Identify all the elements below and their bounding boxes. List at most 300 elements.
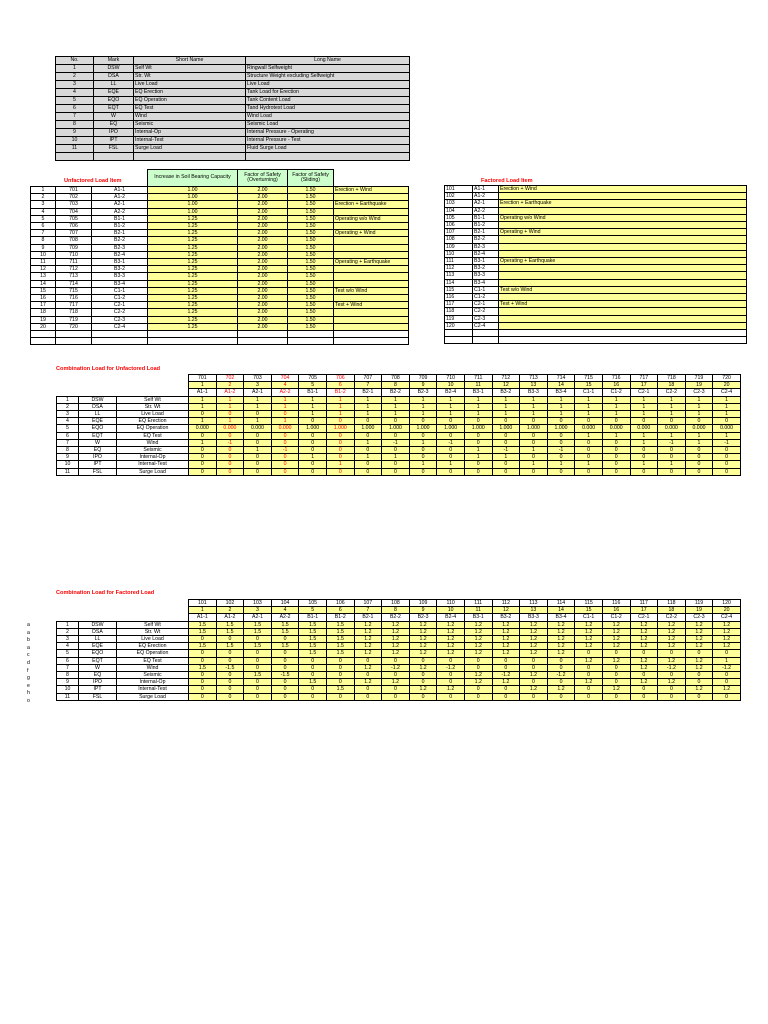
cell-value: 1.2 [437, 621, 465, 628]
factored-item-row-blank [445, 337, 747, 344]
cell-value: 0 [409, 657, 437, 664]
cell-value: 0 [437, 447, 465, 454]
cell-no: 10 [56, 137, 94, 145]
cell-value: 0 [409, 447, 437, 454]
unfactored-combo-id-cell: 712 [492, 375, 520, 382]
row-letter: c [27, 652, 30, 659]
cell-name: Seismic [117, 672, 189, 679]
row-letter: a [27, 629, 30, 636]
cell-value: 0 [382, 672, 410, 679]
unfactored-item-row [31, 259, 409, 266]
cell-value: 0 [547, 418, 575, 425]
cell-value: 1 [437, 403, 465, 410]
cell-value: -1.5 [271, 672, 299, 679]
factored-combo-mark-cell: C1-1 [575, 614, 603, 621]
cell-value: 0 [520, 693, 548, 700]
cell-value: 1.2 [520, 628, 548, 635]
factored-item-row [445, 322, 747, 329]
header-spacer [117, 375, 189, 382]
factored-combo-mark-cell: C2-4 [713, 614, 741, 621]
cell-value: 1 [520, 403, 548, 410]
cell-value: 0 [354, 447, 382, 454]
blank-cell [445, 330, 473, 337]
cell-mark: C2-1 [92, 302, 148, 309]
cell-value: 0 [216, 454, 244, 461]
factored-combo-row [57, 664, 741, 671]
cell-id: 708 [56, 237, 92, 244]
cell-id: 104 [445, 207, 473, 214]
factored-item-row [445, 222, 747, 229]
cell-value: 0 [409, 454, 437, 461]
cell-description: Operating + Wind [334, 230, 409, 237]
header-spacer [79, 600, 117, 607]
load-case-header-row [56, 57, 410, 65]
cell-id: 701 [56, 187, 92, 194]
unfactored-combo-id-cell: 714 [547, 375, 575, 382]
cell-mark: FSL [79, 693, 117, 700]
factored-item-row [445, 308, 747, 315]
cell-value: 0 [244, 411, 272, 418]
unfactored-item-row [31, 244, 409, 251]
cell-index: 6 [31, 223, 56, 230]
header-spacer [92, 170, 148, 187]
unfactored-combo-id-cell: 706 [326, 375, 354, 382]
factored-combo-mark-cell: B2-1 [354, 614, 382, 621]
cell-value: 0 [244, 664, 272, 671]
cell-value: 0 [575, 693, 603, 700]
cell-value: 0 [685, 461, 713, 468]
factored-combo-id-cell: 117 [630, 600, 658, 607]
cell-value: 1 [271, 418, 299, 425]
blank-cell [334, 338, 409, 345]
cell-description [499, 322, 747, 329]
cell-value: 0 [354, 657, 382, 664]
row-letter: g [27, 675, 30, 682]
cell-soil-bearing: 1.25 [148, 280, 238, 287]
cell-value: 0 [547, 657, 575, 664]
factored-combo-id-cell: 116 [602, 600, 630, 607]
cell-value: 1.2 [630, 636, 658, 643]
factored-combo-num-cell: 4 [271, 607, 299, 614]
unfactored-combo-row [57, 432, 741, 439]
factored-combo-table [56, 599, 741, 701]
cell-value: 0.000 [216, 425, 244, 432]
cell-name: Live Load [117, 636, 189, 643]
header-short-name: Short Name [134, 57, 246, 65]
cell-value: 1 [409, 396, 437, 403]
cell-value: 1 [299, 396, 327, 403]
factored-combo-mark-cell: B3-3 [520, 614, 548, 621]
cell-mark: EQT [79, 432, 117, 439]
blank-cell [445, 337, 473, 344]
cell-value: 0 [547, 439, 575, 446]
cell-value: 1.2 [602, 636, 630, 643]
cell-value: 1.2 [658, 657, 686, 664]
unfactored-combo-table [56, 374, 741, 476]
cell-mark: IPT [79, 686, 117, 693]
header-spacer [79, 382, 117, 389]
cell-value: 1 [244, 418, 272, 425]
cell-value: 0 [299, 432, 327, 439]
factored-items-table [444, 185, 747, 344]
factored-item-row [445, 315, 747, 322]
row-letter: o [27, 697, 30, 704]
cell-value: -1.2 [658, 664, 686, 671]
cell-soil-bearing: 1.25 [148, 287, 238, 294]
cell-value: 1.2 [630, 657, 658, 664]
cell-value: 1 [713, 432, 741, 439]
cell-value: -1 [271, 447, 299, 454]
cell-value: 1.2 [382, 621, 410, 628]
cell-soil-bearing: 1.25 [148, 302, 238, 309]
unfactored-combo-num-cell: 12 [492, 382, 520, 389]
cell-value: 1.2 [354, 643, 382, 650]
cell-value: 1.2 [409, 650, 437, 657]
load-case-row [56, 97, 410, 105]
cell-value: 1 [382, 396, 410, 403]
cell-value: 1.2 [713, 621, 741, 628]
cell-no: 5 [56, 97, 94, 105]
cell-name: Internal-Test [117, 461, 189, 468]
factored-combo-row [57, 636, 741, 643]
cell-value: 0 [244, 693, 272, 700]
cell-fs-sliding: 1.50 [288, 316, 334, 323]
load-case-row [56, 137, 410, 145]
factored-combo-id-cell: 107 [354, 600, 382, 607]
cell-value: 0 [464, 693, 492, 700]
cell-no: 9 [56, 129, 94, 137]
cell-description [499, 265, 747, 272]
cell-description: Operating w/o Wind [334, 215, 409, 222]
factored-item-row [445, 229, 747, 236]
cell-long-name: Internal Pressure - Test [246, 137, 410, 145]
unfactored-combo-id-cell: 708 [382, 375, 410, 382]
cell-index: 8 [31, 237, 56, 244]
unfactored-combo-num-cell: 18 [658, 382, 686, 389]
cell-value: 0 [658, 672, 686, 679]
cell-name: Internal-Test [117, 686, 189, 693]
cell-mark: A2-1 [473, 200, 499, 207]
cell-value: 0 [575, 468, 603, 475]
cell-value: 1.2 [354, 628, 382, 635]
cell-fs-overturning: 2.00 [238, 244, 288, 251]
unfactored-item-row-blank [31, 338, 409, 345]
blank-cell [56, 338, 92, 345]
factored-combo-num-cell: 8 [382, 607, 410, 614]
cell-mark: B2-4 [473, 250, 499, 257]
cell-mark: B2-1 [92, 230, 148, 237]
factored-combo-mark-cell: A1-2 [216, 614, 244, 621]
cell-value: 0 [713, 447, 741, 454]
unfactored-combo-num-cell: 1 [189, 382, 217, 389]
cell-value: 0 [685, 679, 713, 686]
cell-value: 1.5 [189, 643, 217, 650]
cell-value: 1 [382, 403, 410, 410]
cell-long-name: Fluid Surge Load [246, 145, 410, 153]
cell-value: 1.2 [437, 650, 465, 657]
unfactored-combo-row [57, 461, 741, 468]
factored-combo-num-cell: 12 [492, 607, 520, 614]
cell-value: 0 [299, 686, 327, 693]
cell-id: 107 [445, 229, 473, 236]
blank-cell [92, 338, 148, 345]
cell-value: 0 [271, 468, 299, 475]
cell-soil-bearing: 1.25 [148, 273, 238, 280]
cell-value: 1 [299, 454, 327, 461]
unfactored-combo-id-cell: 718 [658, 375, 686, 382]
cell-value: 1.5 [244, 643, 272, 650]
factored-item-row [445, 272, 747, 279]
cell-value: 0 [685, 650, 713, 657]
cell-value: 0 [189, 657, 217, 664]
cell-no: 6 [57, 657, 79, 664]
factored-combo-mark-cell: B2-2 [382, 614, 410, 621]
cell-value: 0 [382, 468, 410, 475]
cell-description [334, 309, 409, 316]
cell-long-name: Tand Hydrotest Load [246, 105, 410, 113]
factored-combo-mark-cell: B3-4 [547, 614, 575, 621]
cell-soil-bearing: 1.25 [148, 230, 238, 237]
cell-value: 1.2 [575, 679, 603, 686]
cell-value: 0 [216, 461, 244, 468]
cell-value: 0 [658, 686, 686, 693]
cell-value: 0 [189, 686, 217, 693]
cell-value: 1 [713, 657, 741, 664]
cell-value: 1.2 [437, 686, 465, 693]
factored-combo-row [57, 657, 741, 664]
factored-combo-num-cell: 2 [216, 607, 244, 614]
cell-value: 0 [602, 664, 630, 671]
cell-value: 0 [354, 693, 382, 700]
row-letter: b [27, 637, 30, 644]
cell-description [334, 244, 409, 251]
row-letter: f [27, 667, 29, 674]
header-spacer [57, 614, 79, 621]
cell-value: 0 [382, 686, 410, 693]
cell-value: 1.2 [382, 636, 410, 643]
cell-value: 1.2 [354, 650, 382, 657]
cell-id: 713 [56, 273, 92, 280]
cell-value: 1.2 [492, 650, 520, 657]
cell-value: 1 [189, 418, 217, 425]
header-spacer [117, 614, 189, 621]
unfactored-combo-id-cell: 701 [189, 375, 217, 382]
cell-value: 0 [575, 686, 603, 693]
cell-value: 0 [216, 686, 244, 693]
cell-value: 0 [409, 418, 437, 425]
cell-name: EQ Test [117, 432, 189, 439]
cell-value: 1.2 [630, 621, 658, 628]
factored-combo-row [57, 621, 741, 628]
cell-value: 1.2 [630, 664, 658, 671]
cell-id: 119 [445, 315, 473, 322]
cell-mark: IPO [79, 679, 117, 686]
factored-combo-mark-cell: A2-2 [271, 614, 299, 621]
cell-value: 0 [520, 664, 548, 671]
cell-soil-bearing: 1.00 [148, 201, 238, 208]
factored-combo-num-cell: 20 [713, 607, 741, 614]
cell-description [334, 316, 409, 323]
cell-value: 0 [602, 461, 630, 468]
cell-mark: EQ [94, 121, 134, 129]
factored-combo-mark-cell: C2-1 [630, 614, 658, 621]
unfactored-combo-id-cell: 705 [299, 375, 327, 382]
cell-value: 0.000 [244, 425, 272, 432]
cell-value: 0 [244, 461, 272, 468]
cell-value: 0 [437, 679, 465, 686]
cell-fs-sliding: 1.50 [288, 244, 334, 251]
cell-index: 14 [31, 280, 56, 287]
header-fs-sliding: Factor of Safety (Sliding) [288, 170, 334, 187]
cell-value: 1.2 [713, 643, 741, 650]
cell-value: 1.2 [409, 664, 437, 671]
cell-value: 1.5 [299, 636, 327, 643]
cell-value: 0 [685, 468, 713, 475]
cell-value: 1 [464, 454, 492, 461]
factored-item-row [445, 200, 747, 207]
cell-value: 0 [299, 418, 327, 425]
cell-id: 105 [445, 214, 473, 221]
cell-value: 1.5 [189, 664, 217, 671]
cell-value: 1 [382, 454, 410, 461]
cell-no: 8 [57, 447, 79, 454]
cell-id: 710 [56, 251, 92, 258]
cell-value: -1.2 [382, 664, 410, 671]
unfactored-combo-num-cell: 20 [713, 382, 741, 389]
load-case-row-blank [56, 153, 410, 161]
cell-fs-sliding: 1.50 [288, 302, 334, 309]
unfactored-combo-id-cell: 703 [244, 375, 272, 382]
cell-value: 1 [685, 411, 713, 418]
cell-description: Erection + Wind [499, 186, 747, 193]
cell-value: 1 [575, 396, 603, 403]
factored-item-row [445, 186, 747, 193]
cell-value: 1 [658, 432, 686, 439]
cell-value: 0 [602, 454, 630, 461]
cell-value: 0 [189, 468, 217, 475]
blank-cell [148, 338, 238, 345]
cell-value: 1 [602, 411, 630, 418]
cell-long-name: Structure Weight excluding Selfweight [246, 73, 410, 81]
cell-value: 0 [685, 447, 713, 454]
cell-name: Self Wt [117, 621, 189, 628]
cell-value: 1.2 [575, 643, 603, 650]
factored-combo-num-cell: 17 [630, 607, 658, 614]
unfactored-combo-row [57, 411, 741, 418]
unfactored-combo-mark-cell: A2-2 [271, 389, 299, 396]
cell-index: 13 [31, 273, 56, 280]
cell-mark: A1-2 [473, 193, 499, 200]
cell-value: 1 [492, 396, 520, 403]
cell-value: 0 [630, 418, 658, 425]
cell-value: 0 [409, 432, 437, 439]
cell-value: 1.000 [326, 425, 354, 432]
cell-value: 0 [437, 454, 465, 461]
cell-description [334, 237, 409, 244]
cell-value: 1 [630, 403, 658, 410]
cell-value: 0 [547, 454, 575, 461]
cell-value: 0 [658, 650, 686, 657]
cell-value: 1.2 [464, 628, 492, 635]
cell-value: 1 [299, 403, 327, 410]
cell-id: 115 [445, 286, 473, 293]
cell-mark: C1-2 [473, 294, 499, 301]
cell-value: 1.2 [492, 679, 520, 686]
cell-value: 1.5 [326, 621, 354, 628]
cell-value: 0 [492, 686, 520, 693]
unfactored-item-row [31, 251, 409, 258]
cell-fs-overturning: 2.00 [238, 194, 288, 201]
cell-value: 0 [382, 432, 410, 439]
cell-value: 1.000 [382, 425, 410, 432]
cell-value: 0 [354, 432, 382, 439]
cell-value: 1 [630, 432, 658, 439]
cell-no: 3 [57, 411, 79, 418]
cell-value: 1 [520, 447, 548, 454]
factored-combo-num-cell: 13 [520, 607, 548, 614]
cell-value: 0 [271, 664, 299, 671]
factored-combo-num-cell: 3 [244, 607, 272, 614]
factored-combo-id-cell: 106 [326, 600, 354, 607]
cell-no: 11 [56, 145, 94, 153]
cell-fs-overturning: 2.00 [238, 316, 288, 323]
cell-value: 1.5 [326, 650, 354, 657]
cell-soil-bearing: 1.25 [148, 316, 238, 323]
cell-value: 1 [437, 411, 465, 418]
unfactored-combo-id-cell: 711 [464, 375, 492, 382]
cell-value: 0 [299, 664, 327, 671]
cell-value: 1 [630, 439, 658, 446]
header-spacer [56, 170, 92, 187]
cell-fs-overturning: 2.00 [238, 280, 288, 287]
cell-value: 1.2 [492, 636, 520, 643]
cell-value: 1.5 [216, 628, 244, 635]
unfactored-combo-num-cell: 10 [437, 382, 465, 389]
cell-id: 113 [445, 272, 473, 279]
cell-value: 1.5 [271, 621, 299, 628]
cell-value: 0 [244, 636, 272, 643]
load-case-table [55, 56, 410, 161]
cell-value: 0 [575, 447, 603, 454]
cell-value: 1.2 [602, 621, 630, 628]
factored-item-row [445, 279, 747, 286]
cell-value: -1.2 [547, 672, 575, 679]
cell-value: 0 [630, 693, 658, 700]
blank-cell [238, 331, 288, 338]
cell-value: 1.2 [464, 621, 492, 628]
unfactored-items-title: Unfactored Load Item [64, 178, 122, 184]
cell-value: 1.2 [685, 657, 713, 664]
factored-combo-id-cell: 114 [547, 600, 575, 607]
factored-item-row-blank [445, 330, 747, 337]
cell-description [499, 308, 747, 315]
cell-fs-overturning: 2.00 [238, 273, 288, 280]
cell-id: 109 [445, 243, 473, 250]
cell-value: 0 [382, 693, 410, 700]
cell-value: 0 [602, 672, 630, 679]
cell-value: 1 [437, 396, 465, 403]
cell-fs-overturning: 2.00 [238, 201, 288, 208]
cell-value: 1.000 [299, 425, 327, 432]
cell-value: 0 [464, 664, 492, 671]
factored-combo-id-cell: 113 [520, 600, 548, 607]
cell-value: 1.2 [382, 650, 410, 657]
load-case-row [56, 73, 410, 81]
cell-mark: B2-2 [92, 237, 148, 244]
cell-value: 1 [299, 411, 327, 418]
header-spacer [117, 607, 189, 614]
cell-value: 1 [547, 461, 575, 468]
